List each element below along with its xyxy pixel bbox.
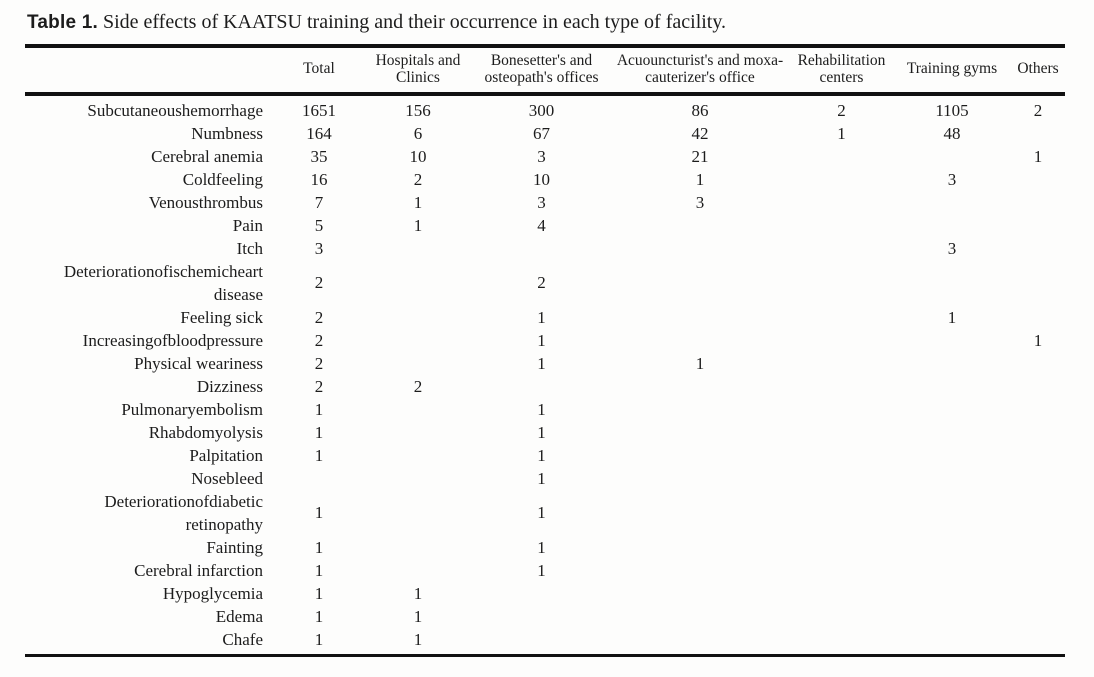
table-caption-label: Table 1. — [27, 12, 98, 33]
cell-value: 1 — [314, 445, 324, 465]
cell-value: 1 — [1033, 146, 1043, 166]
cell-value: 1 — [314, 399, 324, 419]
cell-value — [1011, 398, 1065, 421]
row-label: Increasingofbloodpressure — [82, 330, 263, 350]
cell-value — [610, 490, 790, 536]
cell-value — [790, 559, 893, 582]
cell-value — [790, 628, 893, 656]
table-row — [25, 536, 1065, 559]
cell-value — [893, 191, 1011, 214]
cell-value — [610, 306, 790, 329]
cell-value — [610, 329, 790, 352]
cell-value — [790, 582, 893, 605]
cell-value — [610, 605, 790, 628]
cell-value — [363, 490, 473, 536]
table-row — [25, 398, 1065, 421]
table-row — [25, 628, 1065, 656]
row-label: Pulmonaryembolism — [121, 399, 263, 419]
cell-value — [790, 168, 893, 191]
cell-value — [363, 260, 473, 306]
cell-value — [893, 490, 1011, 536]
table-row — [25, 191, 1065, 214]
cell-value — [473, 237, 610, 260]
cell-value — [610, 444, 790, 467]
row-label: Rhabdomyolysis — [148, 422, 263, 442]
cell-value — [610, 237, 790, 260]
cell-value — [363, 536, 473, 559]
cell-value: 3 — [537, 146, 546, 166]
cell-value: 2 — [413, 376, 423, 396]
cell-value: 16 — [310, 169, 328, 189]
cell-value — [275, 467, 363, 490]
cell-value — [893, 214, 1011, 237]
cell-value: 156 — [405, 100, 431, 120]
cell-value: 1 — [314, 583, 324, 603]
table-caption — [27, 10, 1065, 35]
row-label: Venousthrombus — [148, 192, 263, 212]
cell-value — [1011, 421, 1065, 444]
table-row — [25, 582, 1065, 605]
cell-value — [893, 375, 1011, 398]
row-label: Coldfeeling — [182, 169, 263, 189]
cell-value — [473, 375, 610, 398]
cell-value: 1 — [695, 353, 705, 373]
row-label: Palpitation — [189, 445, 263, 465]
cell-value: 1 — [537, 399, 546, 419]
row-label: Itch — [236, 238, 263, 258]
table-row — [25, 122, 1065, 145]
cell-value: 1 — [537, 468, 546, 488]
cell-value: 2 — [537, 273, 546, 293]
cell-value: 1 — [314, 629, 324, 649]
cell-value — [363, 467, 473, 490]
cell-value: 3 — [314, 238, 324, 258]
cell-value: 42 — [691, 123, 709, 143]
cell-value — [610, 398, 790, 421]
cell-value — [610, 260, 790, 306]
cell-value: 2 — [314, 307, 324, 327]
cell-value — [893, 329, 1011, 352]
cell-value: 1 — [537, 503, 546, 523]
cell-value: 2 — [1033, 100, 1043, 120]
cell-value — [893, 352, 1011, 375]
cell-value — [1011, 237, 1065, 260]
cell-value: 164 — [306, 123, 332, 143]
cell-value — [790, 237, 893, 260]
cell-value: 1 — [837, 123, 846, 143]
cell-value — [893, 398, 1011, 421]
cell-value — [790, 260, 893, 306]
cell-value — [363, 559, 473, 582]
cell-value — [790, 536, 893, 559]
cell-value: 1 — [314, 606, 324, 626]
cell-value — [790, 145, 893, 168]
cell-value: 1105 — [935, 100, 969, 120]
cell-value — [473, 582, 610, 605]
cell-value — [790, 605, 893, 628]
cell-value: 2 — [314, 330, 324, 350]
cell-value — [473, 605, 610, 628]
cell-value: 3 — [537, 192, 546, 212]
cell-value — [790, 329, 893, 352]
cell-value: 1 — [537, 445, 546, 465]
cell-value — [610, 559, 790, 582]
row-label: Feeling sick — [180, 307, 263, 327]
cell-value — [893, 145, 1011, 168]
table-caption-text: Side effects of KAATSU training and their occurrence in each type of facility. — [97, 11, 727, 33]
table-row — [25, 559, 1065, 582]
cell-value: 1651 — [302, 100, 336, 120]
cell-value — [790, 467, 893, 490]
cell-value: 1 — [413, 606, 423, 626]
cell-value — [893, 628, 1011, 656]
cell-value — [893, 582, 1011, 605]
row-label: Deteriorationofischemicheart disease — [63, 261, 263, 304]
cell-value — [893, 605, 1011, 628]
cell-value — [1011, 168, 1065, 191]
cell-value: 1 — [413, 192, 423, 212]
side-effects-table — [25, 44, 1065, 657]
cell-value: 2 — [837, 100, 846, 120]
row-label: Cerebral infarction — [134, 560, 263, 580]
cell-value: 1 — [314, 560, 324, 580]
cell-value — [1011, 306, 1065, 329]
table-row — [25, 605, 1065, 628]
column-header-others: Others — [1017, 60, 1059, 78]
cell-value — [790, 490, 893, 536]
cell-value — [1011, 260, 1065, 306]
cell-value — [1011, 582, 1065, 605]
column-header-bonesetters: Bonesetter's and osteopath's offices — [484, 51, 599, 87]
table-row — [25, 444, 1065, 467]
cell-value: 1 — [537, 537, 546, 557]
cell-value: 10 — [409, 146, 427, 166]
cell-value: 6 — [413, 123, 423, 143]
cell-value — [610, 467, 790, 490]
cell-value — [1011, 490, 1065, 536]
cell-value — [363, 398, 473, 421]
cell-value — [790, 306, 893, 329]
table-row — [25, 421, 1065, 444]
cell-value — [1011, 559, 1065, 582]
row-label: Chafe — [222, 629, 263, 649]
cell-value — [1011, 536, 1065, 559]
cell-value: 35 — [310, 146, 328, 166]
cell-value — [893, 444, 1011, 467]
cell-value — [1011, 191, 1065, 214]
table-row — [25, 168, 1065, 191]
paper-page — [25, 0, 1065, 657]
cell-value — [1011, 444, 1065, 467]
column-header-rowlabels — [25, 46, 275, 94]
cell-value — [1011, 628, 1065, 656]
cell-value — [610, 375, 790, 398]
row-label: Physical weariness — [134, 353, 263, 373]
row-label: Pain — [232, 215, 263, 235]
cell-value: 3 — [947, 238, 957, 258]
row-label: Subcutaneoushemorrhage — [87, 100, 263, 120]
cell-value: 1 — [314, 503, 324, 523]
cell-value — [363, 237, 473, 260]
cell-value — [790, 352, 893, 375]
cell-value: 1 — [1033, 330, 1043, 350]
cell-value — [363, 329, 473, 352]
row-label: Cerebral anemia — [151, 146, 263, 166]
table-header — [25, 46, 1065, 94]
cell-value: 1 — [695, 169, 705, 189]
column-header-training-gyms: Training gyms — [906, 60, 998, 78]
cell-value — [1011, 352, 1065, 375]
cell-value: 67 — [533, 123, 550, 143]
row-label: Nosebleed — [191, 468, 263, 488]
cell-value — [790, 191, 893, 214]
cell-value: 1 — [314, 422, 324, 442]
cell-value: 1 — [413, 629, 423, 649]
table-row — [25, 306, 1065, 329]
cell-value — [790, 214, 893, 237]
cell-value: 1 — [537, 307, 546, 327]
table-row — [25, 145, 1065, 168]
cell-value: 48 — [943, 123, 961, 143]
cell-value: 2 — [314, 353, 324, 373]
cell-value — [1011, 122, 1065, 145]
cell-value: 300 — [528, 100, 555, 120]
table-row — [25, 352, 1065, 375]
cell-value: 1 — [537, 560, 546, 580]
cell-value — [893, 559, 1011, 582]
cell-value: 1 — [537, 353, 546, 373]
table-row — [25, 214, 1065, 237]
cell-value — [893, 421, 1011, 444]
cell-value — [1011, 605, 1065, 628]
table-row — [25, 237, 1065, 260]
cell-value — [1011, 214, 1065, 237]
cell-value: 1 — [413, 215, 423, 235]
cell-value: 2 — [314, 273, 324, 293]
cell-value — [610, 628, 790, 656]
header-row — [25, 46, 1065, 94]
table-row — [25, 490, 1065, 536]
cell-value — [610, 214, 790, 237]
row-label: Deteriorationofdiabetic retinopathy — [104, 491, 263, 534]
row-label: Numbness — [191, 123, 263, 143]
table-row — [25, 375, 1065, 398]
cell-value: 7 — [314, 192, 324, 212]
cell-value: 1 — [537, 330, 546, 350]
cell-value: 86 — [691, 100, 709, 120]
cell-value: 2 — [314, 376, 324, 396]
cell-value — [363, 421, 473, 444]
cell-value — [1011, 467, 1065, 490]
table-row — [25, 329, 1065, 352]
cell-value: 21 — [691, 146, 709, 166]
cell-value: 2 — [413, 169, 423, 189]
cell-value — [893, 467, 1011, 490]
cell-value — [893, 536, 1011, 559]
cell-value — [790, 444, 893, 467]
table-row — [25, 260, 1065, 306]
cell-value — [790, 375, 893, 398]
cell-value: 1 — [947, 307, 957, 327]
table-body — [25, 94, 1065, 656]
cell-value — [610, 582, 790, 605]
column-header-hospitals: Hospitals and Clinics — [375, 51, 461, 87]
column-header-rehabilitation: Rehabilitation centers — [797, 51, 886, 87]
cell-value — [790, 398, 893, 421]
column-header-acupuncturists: Acuouncturist's and moxa-cauterizer's office — [616, 51, 784, 87]
column-header-total: Total — [303, 60, 335, 78]
row-label: Hypoglycemia — [162, 583, 263, 603]
cell-value — [1011, 375, 1065, 398]
cell-value: 4 — [537, 215, 546, 235]
table-row — [25, 94, 1065, 122]
cell-value: 3 — [947, 169, 957, 189]
cell-value — [610, 421, 790, 444]
row-label: Dizziness — [196, 376, 263, 396]
cell-value — [363, 444, 473, 467]
cell-value: 3 — [695, 192, 705, 212]
cell-value: 1 — [314, 537, 324, 557]
row-label: Fainting — [206, 537, 263, 557]
cell-value — [473, 628, 610, 656]
table-row — [25, 467, 1065, 490]
cell-value — [363, 306, 473, 329]
cell-value — [790, 421, 893, 444]
cell-value — [893, 260, 1011, 306]
cell-value: 5 — [314, 215, 324, 235]
cell-value — [363, 352, 473, 375]
cell-value: 1 — [537, 422, 546, 442]
cell-value: 1 — [413, 583, 423, 603]
cell-value — [610, 536, 790, 559]
cell-value: 10 — [533, 169, 550, 189]
row-label: Edema — [215, 606, 263, 626]
